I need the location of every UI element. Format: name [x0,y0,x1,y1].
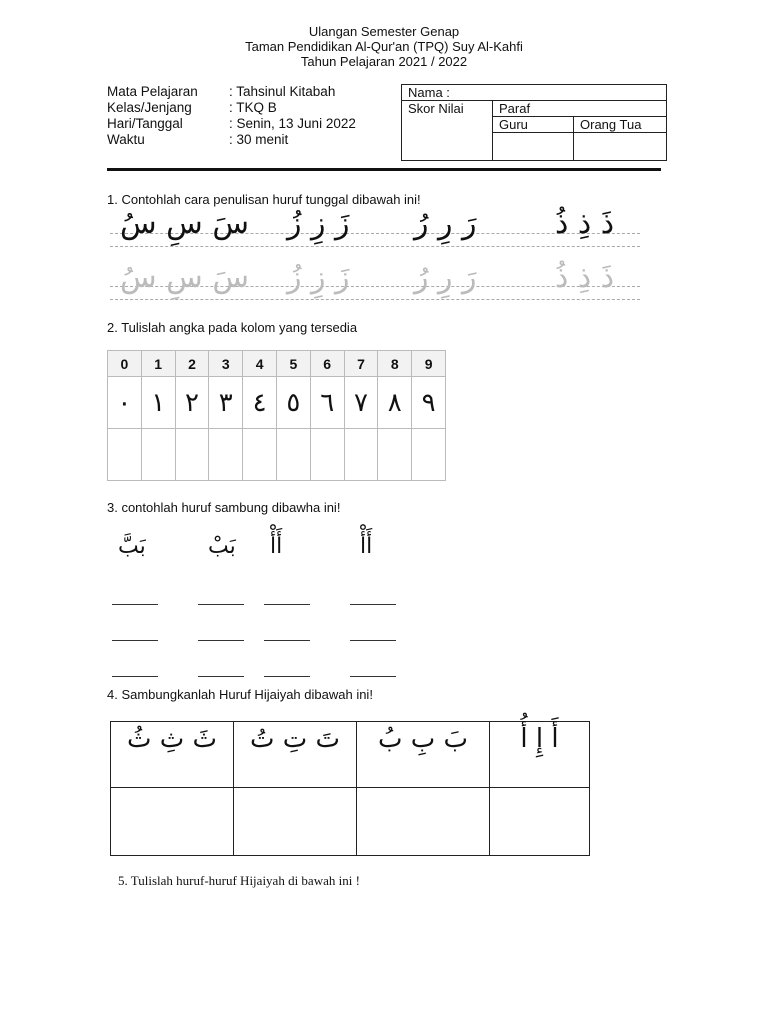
header-year: Tahun Pelajaran 2021 / 2022 [300,54,468,69]
digit-arabic: ٣ [209,377,243,429]
q1-letters-ra: رَ رِ رُ [414,206,477,241]
parent-sign-field[interactable] [574,133,667,161]
q4-answer-cell[interactable] [357,788,490,856]
q3-item-1: بَبَّ [118,534,146,559]
answer-cell[interactable] [276,429,310,481]
q3-blank-line[interactable] [112,604,158,605]
q3-blank-line[interactable] [264,640,310,641]
digit-latin: 9 [412,351,446,377]
name-field[interactable]: Nama : [402,85,667,101]
q4-cell-ta: تَ تِ تُ [234,722,357,788]
q3-blank-line[interactable] [198,640,244,641]
q4-table [110,721,590,856]
q3-blank-line[interactable] [198,676,244,677]
header-title: Ulangan Semester Genap [308,24,460,39]
info-values [229,84,356,148]
info-value-time: : 30 menit [229,132,289,147]
header-divider [107,168,661,171]
q3-item-2: بَبْ [208,534,236,559]
q3-text: 3. contohlah huruf sambung dibawha ini! [107,500,341,515]
parent-label: Orang Tua [574,117,667,133]
info-label-date: Hari/Tanggal [107,116,183,131]
digit-latin: 3 [209,351,243,377]
digit-latin: 0 [108,351,142,377]
q4-cell-alif: أَ إِ أُ [490,722,590,788]
answer-cell[interactable] [310,429,344,481]
digit-latin: 2 [175,351,209,377]
answer-cell[interactable] [243,429,277,481]
q3-blank-line[interactable] [198,604,244,605]
info-label-subject: Mata Pelajaran [107,84,198,99]
q3-blank-line[interactable] [112,676,158,677]
q4-answer-cell[interactable] [490,788,590,856]
header-school: Taman Pendidikan Al-Qur'an (TPQ) Suy Al-Kahfi [245,39,523,54]
q4-letter-row [111,722,590,788]
teacher-label: Guru [493,117,574,133]
digits-table [107,350,446,481]
q2-text: 2. Tulislah angka pada kolom yang tersedia [107,320,358,335]
answer-cell[interactable] [209,429,243,481]
info-label-time: Waktu [107,132,145,147]
q1-trace-ra[interactable]: رَ رِ رُ [414,260,477,295]
q1-trace-dhal[interactable]: ذَ ذِ ذُ [555,260,615,295]
q4-cell-tha: ثَ ثِ ثُ [111,722,234,788]
paraf-label: Paraf [493,101,667,117]
q1-trace-zay[interactable]: زَ زِ زُ [287,260,350,295]
digit-arabic: ٤ [243,377,277,429]
q3-blank-line[interactable] [350,676,396,677]
digit-latin: 5 [276,351,310,377]
digit-latin: 8 [378,351,412,377]
digit-arabic: ٨ [378,377,412,429]
answer-cell[interactable] [378,429,412,481]
q1-text: 1. Contohlah cara penulisan huruf tunggal dibawah ini! [107,192,421,207]
digit-arabic: ٠ [108,377,142,429]
q4-cell-ba: بَ بِ بُ [357,722,490,788]
digit-arabic: ٧ [344,377,378,429]
info-value-date: : Senin, 13 Juni 2022 [229,116,356,131]
digit-latin: 1 [141,351,175,377]
q1-letters-dhal: ذَ ذِ ذُ [555,206,615,241]
q1-letters-sin: سَ سِ سُ [120,206,249,241]
teacher-sign-field[interactable] [493,133,574,161]
q3-item-3: أَأْ [270,534,283,559]
q3-blank-line[interactable] [112,640,158,641]
digit-arabic: ٩ [412,377,446,429]
info-value-class: : TKQ B [229,100,277,115]
answer-cell[interactable] [141,429,175,481]
q3-blank-line[interactable] [350,640,396,641]
q1-trace-sin[interactable]: سَ سِ سُ [120,260,249,295]
score-label: Skor Nilai [402,101,493,161]
q3-blank-line[interactable] [264,676,310,677]
answer-cell[interactable] [412,429,446,481]
digit-arabic: ١ [141,377,175,429]
score-box [401,84,667,161]
answer-cell[interactable] [108,429,142,481]
digit-latin: 4 [243,351,277,377]
info-label-class: Kelas/Jenjang [107,100,192,115]
digits-latin-row [108,351,446,377]
q3-blank-line[interactable] [350,604,396,605]
digits-answer-row [108,429,446,481]
digit-arabic: ٦ [310,377,344,429]
q1-guide-line-4 [110,299,640,300]
q1-letters-zay: زَ زِ زُ [287,206,350,241]
q4-text: 4. Sambungkanlah Huruf Hijaiyah dibawah ini! [107,687,373,702]
q3-item-4: أَأْ [360,534,373,559]
digit-arabic: ٢ [175,377,209,429]
digits-arabic-row [108,377,446,429]
digit-latin: 6 [310,351,344,377]
answer-cell[interactable] [175,429,209,481]
digit-latin: 7 [344,351,378,377]
info-value-subject: : Tahsinul Kitabah [229,84,336,99]
q4-answer-cell[interactable] [111,788,234,856]
q4-answer-row [111,788,590,856]
answer-cell[interactable] [344,429,378,481]
q1-guide-line-2 [110,246,640,247]
digit-arabic: ٥ [276,377,310,429]
q5-text: 5. Tulislah huruf-huruf Hijaiyah di bawah ini ! [118,873,360,888]
info-labels [107,84,198,148]
q4-answer-cell[interactable] [234,788,357,856]
q3-blank-line[interactable] [264,604,310,605]
